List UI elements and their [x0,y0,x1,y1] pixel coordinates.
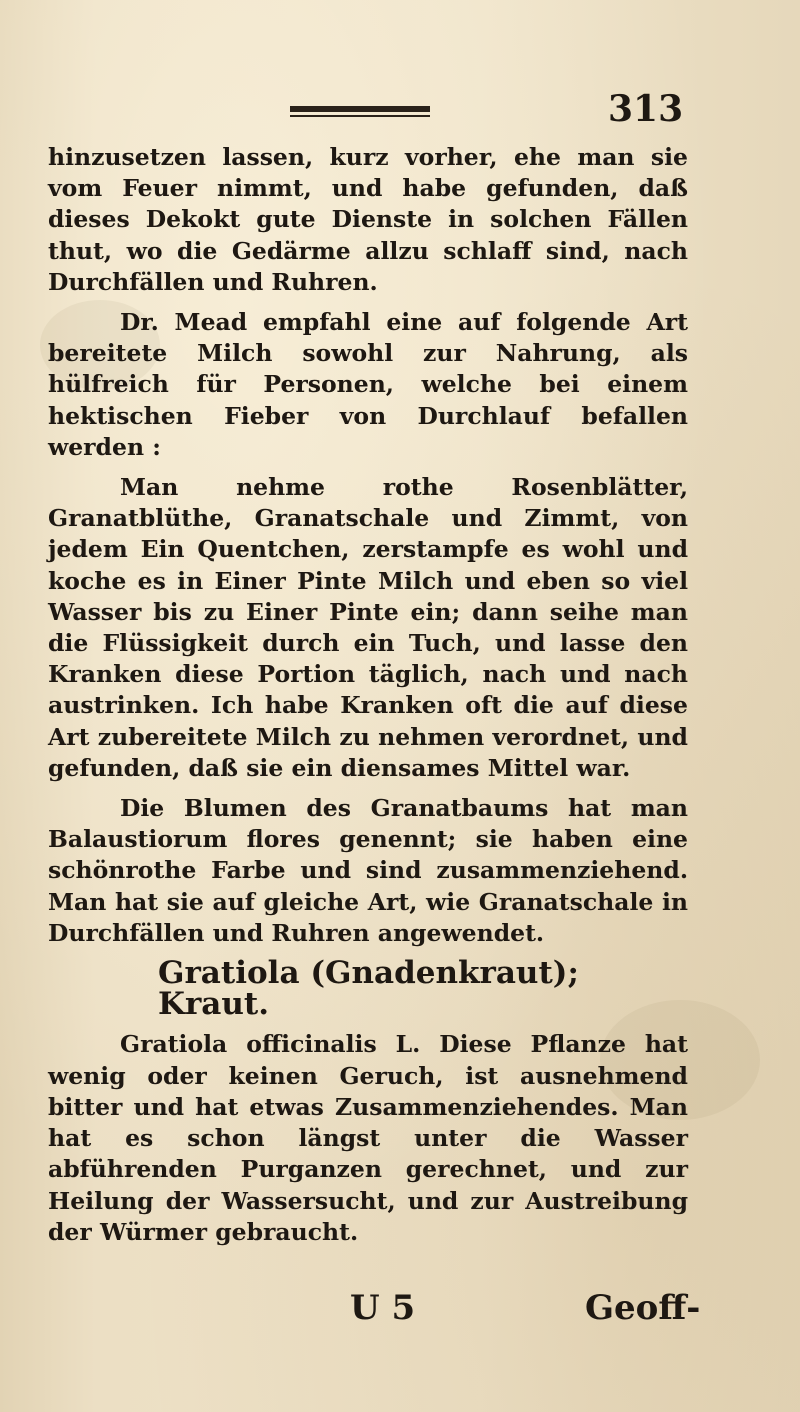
paragraph-2: Dr. Mead empfahl eine auf folgende Art bereitete Milch sowohl zur Nahrung, als hülfreich für Personen, welche bei einem hektischen Fieber von Durchlauf befallen werden : [48,308,688,461]
catchword: Geoff- [585,1288,701,1328]
section-heading: Gratiola (Gnadenkraut); Kraut. [158,955,579,1023]
paragraph-1: hinzusetzen lassen, kurz vorher, ehe man sie vom Feuer nimmt, und habe gefunden, daß dieses Dekokt gute Dienste in solchen Fällen thut, wo die Gedärme allzu schlaff sind, nach Durchfällen und Ruhren. [48,143,688,296]
page-footer [0,1288,800,1338]
paragraph-3: Man nehme rothe Rosenblätter, Granatblüthe, Granatschale und Zimmt, von jedem Ein Quentchen, zerstampfe es wohl und koche es in Einer Pinte Milch und eben so viel Wasser bis zu Einer Pinte ein; dann seihe man die Flüssigkeit durch ein Tuch, und lasse den Kranken diese Portion täglich, nach und nach austrinken. Ich habe Kranken oft die auf diese Art zubereitete Milch zu nehmen verordnet, und gefunden, daß sie ein diensames Mittel war. [48,473,688,782]
paragraph-5: Gratiola officinalis L. Diese Pflanze hat wenig oder keinen Geruch, ist ausnehmend bitter und hat etwas Zusammenziehendes. Man hat es schon längst unter die Wasser abführenden Purganzen gerechnet, und zur Heilung der Wassersucht, und zur Austreibung der Würmer gebraucht. [48,1030,688,1246]
header-rule [290,106,430,112]
signature-mark: U 5 [350,1288,416,1328]
paragraph-4: Die Blumen des Granatbaums hat man Balaustiorum flores genennt; sie haben eine schönrothe Farbe und sind zusammenziehend. Man hat sie auf gleiche Art, wie Granatschale in Durchfällen und Ruhren angewendet. [48,794,688,947]
page-number: 313 [608,88,684,130]
main-text [48,142,688,1248]
